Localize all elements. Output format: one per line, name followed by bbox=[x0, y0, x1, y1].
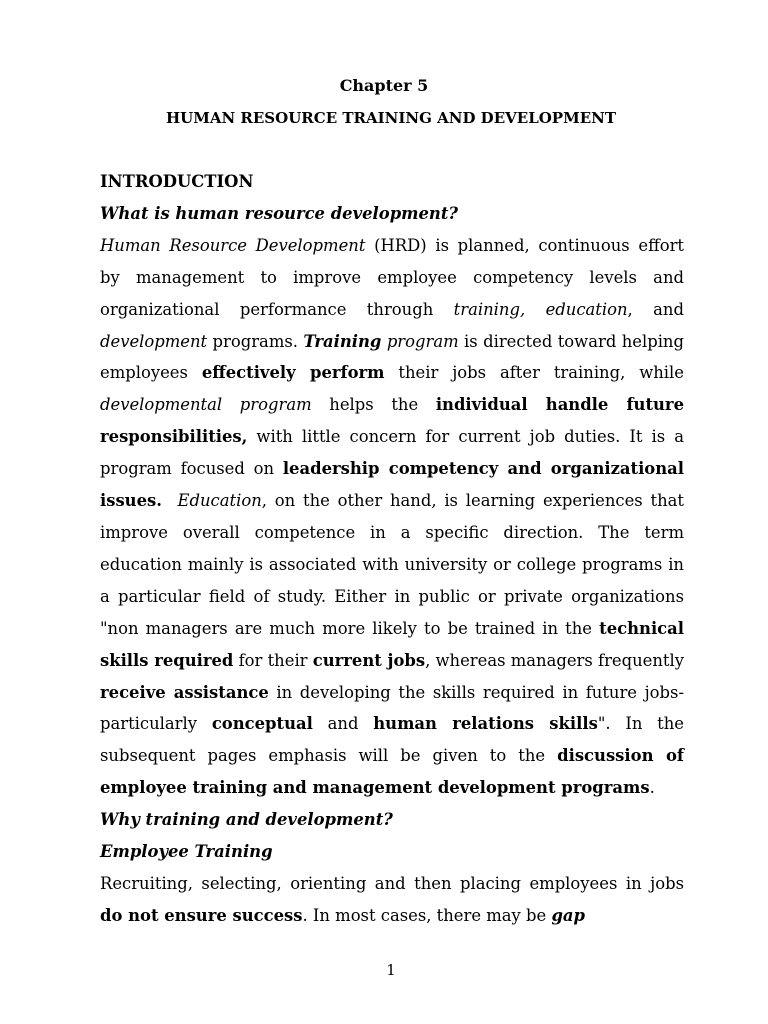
bold-text: individual handle future responsibilities, bbox=[100, 395, 684, 447]
document-body bbox=[100, 166, 684, 932]
subsection-heading: Employee Training bbox=[100, 842, 273, 862]
bold-text: technical skills required bbox=[100, 618, 684, 670]
section-question: Why training and development? bbox=[100, 810, 393, 830]
text-run: for their bbox=[233, 650, 313, 670]
page-number: 1 bbox=[386, 961, 396, 979]
text-run bbox=[162, 491, 178, 510]
emphasis-text: development bbox=[100, 331, 208, 351]
bold-text: current jobs bbox=[312, 650, 426, 670]
text-run: (HRD) is planned, continuous effort by management to improve employee competency levels and organizational performance through bbox=[100, 235, 684, 319]
term-hrd: Human Resource Development bbox=[100, 235, 366, 255]
bold-text: conceptual bbox=[211, 714, 313, 734]
text-run: their jobs after training, while bbox=[384, 363, 684, 383]
section-heading: INTRODUCTION bbox=[100, 172, 254, 191]
text-run: helps the bbox=[311, 395, 436, 415]
chapter-label: Chapter 5 bbox=[339, 76, 429, 95]
text-run: , and bbox=[627, 299, 684, 319]
strong-emphasis-text bbox=[551, 906, 585, 925]
bold-text: discussion of employee training and management development programs bbox=[100, 746, 684, 798]
bold-text: receive assistance bbox=[100, 682, 269, 702]
text-run: , on the other hand, is learning experiences that improve overall competence in a specific direction. The term education mainly is associated with university or college programs in a particular field of study. Either in public or private organizations "non managers are much more likely to be trained in the bbox=[100, 491, 684, 638]
emphasis-text: gap bbox=[551, 905, 585, 925]
paragraph-intro bbox=[100, 230, 684, 804]
bold-text: leadership competency and organizational issues. bbox=[100, 459, 685, 511]
emphasis-text: Training bbox=[303, 331, 382, 351]
text-run: programs. bbox=[207, 331, 304, 351]
bold-text: effectively perform bbox=[201, 363, 385, 383]
text-run: is directed toward helping employees bbox=[100, 331, 684, 383]
text-run: ". In the subsequent pages emphasis will be given to the bbox=[100, 714, 685, 766]
emphasis-text: Education bbox=[177, 491, 262, 511]
bold-text: do not ensure success bbox=[100, 905, 303, 925]
emphasis-text: developmental program bbox=[100, 395, 312, 415]
strong-emphasis-text bbox=[303, 332, 381, 351]
emphasis-text: program bbox=[386, 331, 459, 351]
text-run: . bbox=[649, 778, 655, 798]
text-run: . In most cases, there may be bbox=[302, 905, 552, 925]
text-run: in developing the skills required in future jobs-particularly bbox=[100, 682, 684, 734]
text-run: Recruiting, selecting, orienting and then placing employees in jobs bbox=[100, 873, 684, 893]
section-question: What is human resource development? bbox=[100, 203, 459, 223]
bold-text: human relations skills bbox=[373, 714, 598, 734]
emphasis-text: training, education bbox=[453, 299, 628, 319]
page-title: HUMAN RESOURCE TRAINING AND DEVELOPMENT bbox=[165, 109, 616, 127]
text-run: with little concern for current job duties. It is a program focused on bbox=[100, 427, 684, 479]
text-run: and bbox=[312, 714, 374, 734]
paragraph-training bbox=[100, 868, 684, 932]
text-run: , whereas managers frequently bbox=[425, 650, 685, 670]
